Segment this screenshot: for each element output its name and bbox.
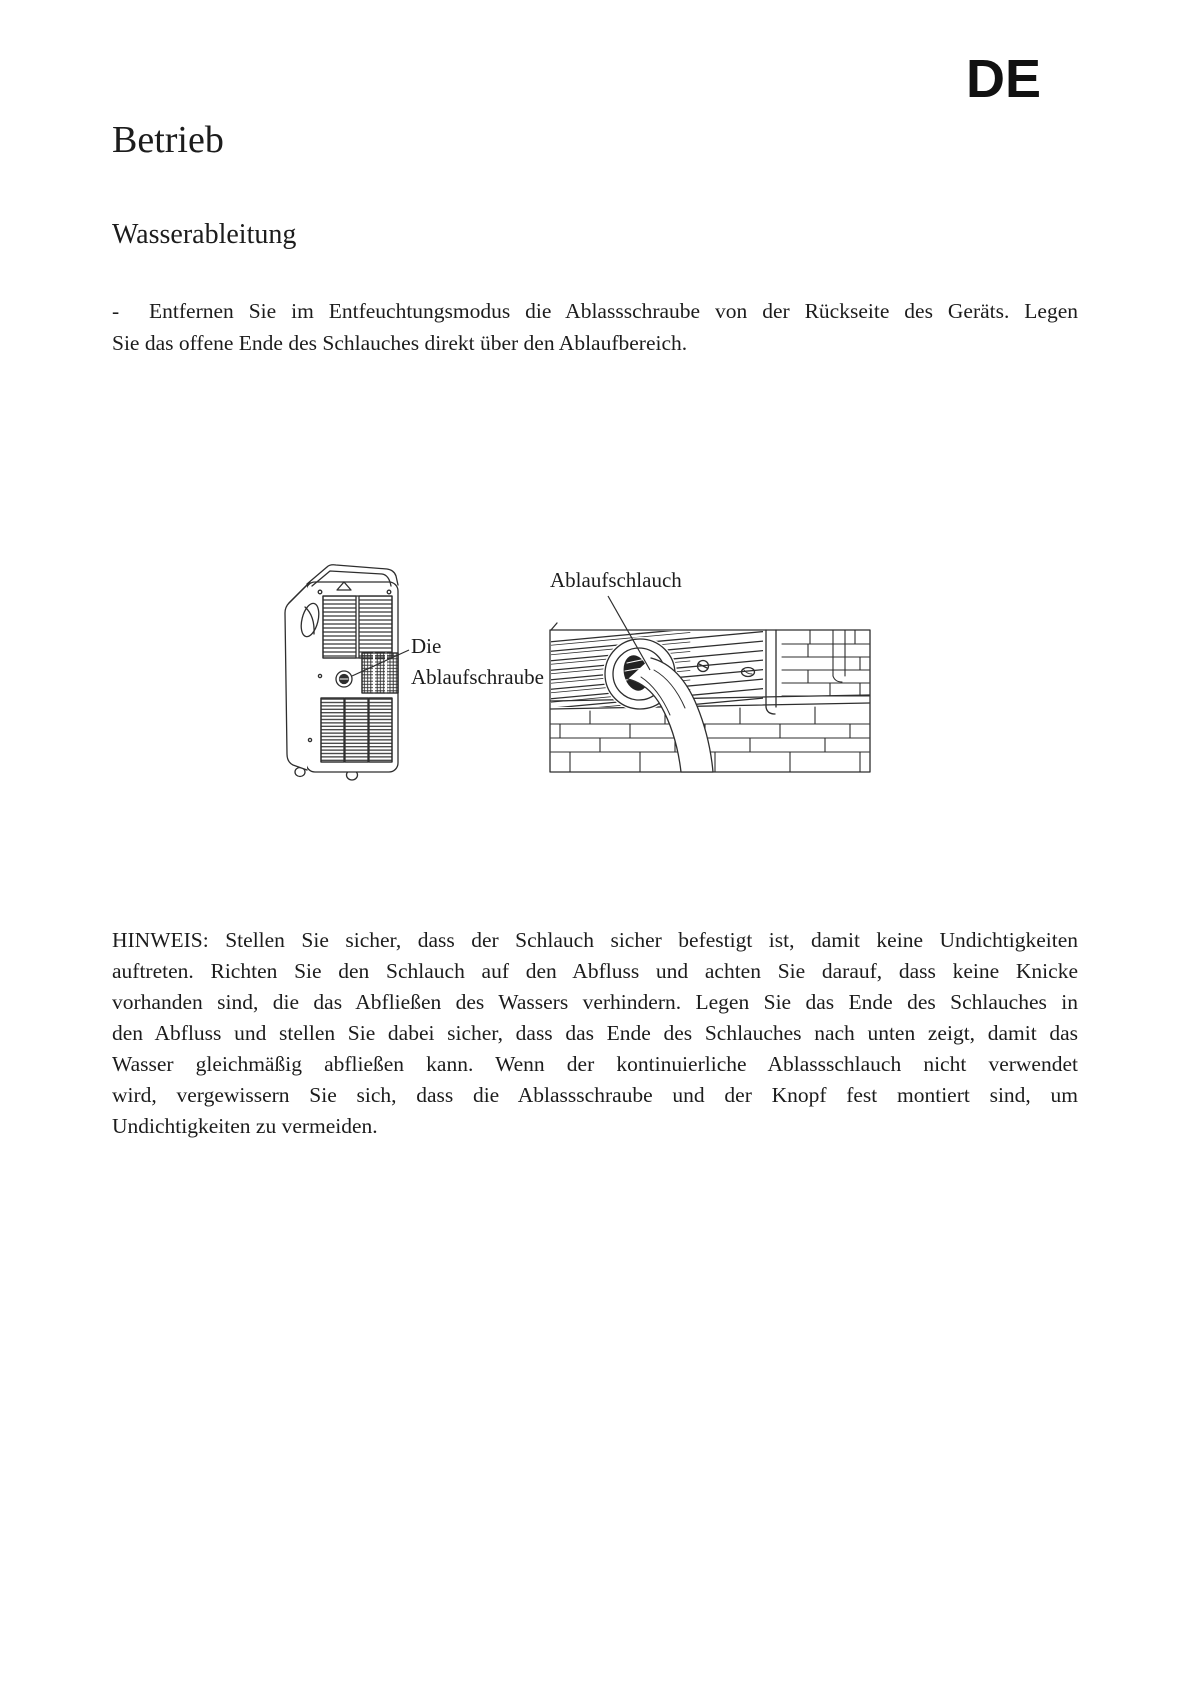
page-title: Betrieb (112, 119, 224, 161)
drain-screw-label-line1: Die (411, 634, 442, 658)
instruction-line: Sie das offene Ende des Schlauches direkt über den Ablaufbereich. (112, 331, 688, 355)
ac-unit-rear-view-drawing (285, 565, 398, 780)
drain-screw-label (411, 631, 544, 693)
note-line: Wasser gleichmäßig abfließen kann. Wenn der kontinuierliche Ablassschlauch nicht verwendet (112, 1052, 1078, 1076)
instruction-line: - Entfernen Sie im Entfeuchtungsmodus die Ablassschraube von der Rückseite des Geräts. Legen (112, 299, 1078, 323)
language-code-label: DE (966, 49, 1042, 109)
note-line: vorhanden sind, die das Abfließen des Wassers verhindern. Legen Sie das Ende des Schlauches in (112, 990, 1078, 1014)
drainage-figure-illustration (270, 558, 880, 793)
drainage-figure (270, 558, 880, 793)
note-line: Undichtigkeiten zu vermeiden. (112, 1114, 378, 1138)
note-line: HINWEIS: Stellen Sie sicher, dass der Schlauch sicher befestigt ist, damit keine Undichtigkeiten (112, 928, 1078, 952)
grille-closeup-drawing (548, 622, 870, 772)
drain-hose-label: Ablaufschlauch (550, 568, 682, 592)
note-paragraph (112, 925, 1078, 1142)
instruction-paragraph (112, 295, 1078, 359)
note-line: wird, vergewissern Sie sich, dass die Ablassschraube und der Knopf fest montiert sind, um (112, 1083, 1078, 1107)
drain-screw-label-line2: Ablaufschraube (411, 665, 544, 689)
note-line: den Abfluss und stellen Sie dabei sicher, dass das Ende des Schlauches nach unten zeigt, damit das (112, 1021, 1078, 1045)
section-heading: Wasserableitung (112, 219, 297, 250)
note-line: auftreten. Richten Sie den Schlauch auf den Abfluss und achten Sie darauf, dass keine Knicke (112, 959, 1078, 983)
